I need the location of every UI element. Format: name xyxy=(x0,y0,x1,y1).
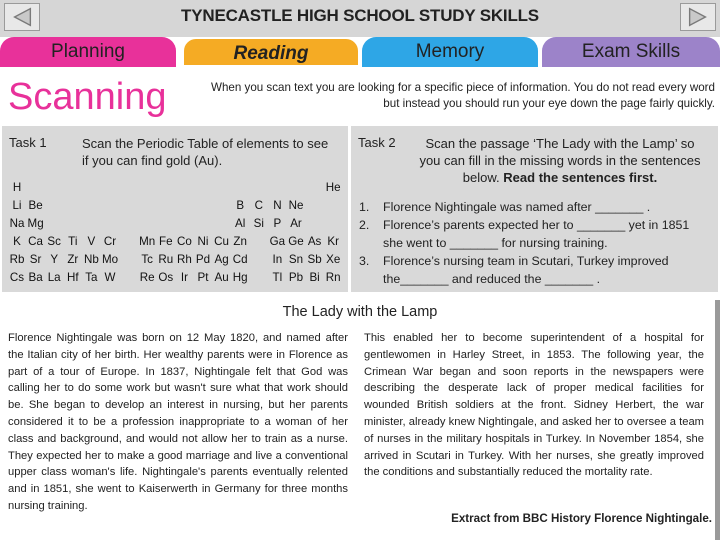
passage-title: The Lady with the Lamp xyxy=(282,304,438,320)
tab-memory[interactable]: Memory xyxy=(362,37,538,67)
tab-exam-skills[interactable]: Exam Skills xyxy=(542,37,720,67)
element-ta: Ta xyxy=(85,271,98,284)
element-nb: Nb xyxy=(83,253,99,266)
question-number: 1. xyxy=(359,200,370,214)
question-number: 3. xyxy=(359,254,370,268)
element-y: Y xyxy=(50,253,59,266)
element-n: N xyxy=(273,199,282,212)
element-al: Al xyxy=(235,217,246,230)
tab-planning[interactable]: Planning xyxy=(0,37,176,67)
element-na: Na xyxy=(9,217,25,230)
task1-label: Task 1 xyxy=(9,135,47,150)
element-mg: Mg xyxy=(27,217,44,230)
next-page-button[interactable] xyxy=(680,3,716,31)
element-ni: Ni xyxy=(197,235,209,248)
element-co: Co xyxy=(176,235,192,248)
element-mo: Mo xyxy=(101,253,119,266)
element-v: V xyxy=(87,235,96,248)
element-zr: Zr xyxy=(67,253,79,266)
element-si: Si xyxy=(253,217,264,230)
element-la: La xyxy=(47,271,61,284)
page-title: TYNECASTLE HIGH SCHOOL STUDY SKILLS xyxy=(181,6,539,25)
element-ar: Ar xyxy=(290,217,302,230)
element-li: Li xyxy=(12,199,22,212)
element-sn: Sn xyxy=(288,253,304,266)
question-text: Florence’s parents expected her to _______ yet in 1851 she went to _______ for nursing training. xyxy=(383,218,690,250)
question-list xyxy=(359,198,711,288)
element-mn: Mn xyxy=(139,235,156,248)
element-bi: Bi xyxy=(309,271,320,284)
element-he: He xyxy=(325,181,341,194)
task2-label: Task 2 xyxy=(358,135,396,150)
question-3 xyxy=(359,252,711,288)
element-b: B xyxy=(236,199,245,212)
element-as: As xyxy=(307,235,322,248)
element-cu: Cu xyxy=(214,235,229,248)
element-xe: Xe xyxy=(326,253,341,266)
element-pt: Pt xyxy=(197,271,209,284)
task1-instructions: Scan the Periodic Table of elements to see if you can find gold (Au). xyxy=(82,136,329,168)
task2-instructions-bold: Read the sentences first. xyxy=(503,170,658,185)
tab-reading[interactable]: Reading xyxy=(182,37,360,67)
task2-panel xyxy=(351,126,718,292)
element-cr: Cr xyxy=(103,235,117,248)
element-re: Re xyxy=(139,271,155,284)
element-sb: Sb xyxy=(307,253,322,266)
element-be: Be xyxy=(28,199,43,212)
element-rb: Rb xyxy=(9,253,25,266)
task2-instructions-text: Scan the passage ‘The Lady with the Lamp’ so you can fill in the missing words in the sentences below. xyxy=(419,136,701,185)
question-1 xyxy=(359,198,711,216)
element-sc: Sc xyxy=(47,235,61,248)
element-ru: Ru xyxy=(158,253,174,266)
element-ba: Ba xyxy=(28,271,43,284)
question-number: 2. xyxy=(359,218,370,232)
intro-text: When you scan text you are looking for a specific piece of information. You do not read every word but instead you should run your eye down the page fairly quickly. xyxy=(211,81,715,110)
element-au: Au xyxy=(214,271,229,284)
section-heading: Scanning xyxy=(8,76,167,118)
element-rn: Rn xyxy=(325,271,341,284)
element-pd: Pd xyxy=(195,253,211,266)
element-cs: Cs xyxy=(9,271,25,284)
header-banner xyxy=(0,0,720,37)
element-ne: Ne xyxy=(288,199,304,212)
element-c: C xyxy=(254,199,263,212)
task2-instructions xyxy=(415,135,705,186)
passage-column-left: Florence Nightingale was born on 12 May 1820, and named after the Italian city of her birth. Her wealthy parents were in Florence as part of a tour of Europe. In 1837, Nightingale felt that God was calling her to do some work but wasn't sure what that work should be. She began to develop an interest in nursing, but her parents considered it to be a profession inappropriate to a woman of her class and background, and would not allow her to train as a nurse. They expected her to make a good marriage and live a conventional upper class woman's life. Nightingale's parents eventually relented and in 1851, she went to Kaiserwerth in Germany for three months nursing training. xyxy=(8,332,348,512)
element-tc: Tc xyxy=(141,253,153,266)
element-hg: Hg xyxy=(232,271,248,284)
element-ga: Ga xyxy=(269,235,286,248)
triangle-right-icon xyxy=(681,4,715,30)
element-ti: Ti xyxy=(68,235,78,248)
passage-column-right: This enabled her to become superintendent of a hospital for gentlewomen in Harley Street, in 1853. The following year, the Crimean War began and soon reports in the newspapers were describing the desperate lack of proper medical facilities for wounded British soldiers at the front. Sidney Herbert, the war minister, already knew Nightingale, and asked her to oversee a team of nurses in the military hospitals in Turkey. In November 1854, she arrived in Scutari in Turkey. With her nurses, she greatly improved the conditions and substantially reduced the mortality rate. xyxy=(364,332,704,479)
element-fe: Fe xyxy=(159,235,173,248)
element-cd: Cd xyxy=(232,253,248,266)
element-zn: Zn xyxy=(233,235,247,248)
element-pb: Pb xyxy=(288,271,304,284)
element-k: K xyxy=(13,235,21,248)
task1-panel xyxy=(2,126,348,292)
scrollbar-edge[interactable] xyxy=(715,300,720,540)
element-hf: Hf xyxy=(67,271,79,284)
element-ge: Ge xyxy=(288,235,304,248)
question-text: Florence Nightingale was named after _______ . xyxy=(383,200,651,214)
element-p: P xyxy=(273,217,282,230)
element-ca: Ca xyxy=(28,235,43,248)
element-ag: Ag xyxy=(214,253,229,266)
element-rh: Rh xyxy=(176,253,192,266)
question-2 xyxy=(359,216,711,252)
element-ir: Ir xyxy=(180,271,188,284)
element-os: Os xyxy=(158,271,174,284)
element-kr: Kr xyxy=(327,235,339,248)
element-in: In xyxy=(272,253,283,266)
element-tl: Tl xyxy=(272,271,283,284)
element-h: H xyxy=(12,181,22,194)
element-w: W xyxy=(104,271,116,284)
question-text: Florence’s nursing team in Scutari, Turkey improved the_______ and reduced the _______ . xyxy=(383,254,669,286)
element-sr: Sr xyxy=(29,253,42,266)
source-credit: Extract from BBC History Florence Nightingale. xyxy=(451,512,712,525)
